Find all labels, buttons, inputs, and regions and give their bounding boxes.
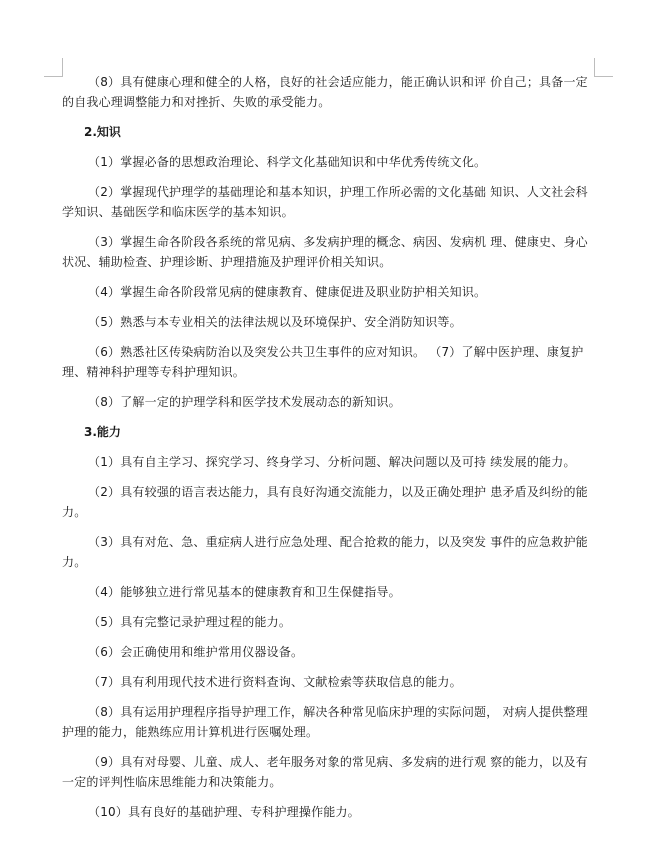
- section-heading-knowledge: 2.知识: [84, 125, 121, 139]
- paragraph: （2）具有较强的语言表达能力，具有良好沟通交流能力，以及正确处理护 患矛盾及纠纷的能力。: [62, 485, 588, 519]
- paragraph: （5）熟悉与本专业相关的法律法规以及环境保护、安全消防知识等。: [88, 315, 462, 329]
- paragraph: （3）掌握生命各阶段各系统的常见病、多发病护理的概念、病因、发病机 理、健康史、身心状况、辅助检查、护理诊断、护理措施及护理评价相关知识。: [62, 235, 588, 269]
- paragraph: （1）具有自主学习、探究学习、终身学习、分析问题、解决问题以及可持 续发展的能力。: [88, 455, 576, 469]
- paragraph: （10）具有良好的基础护理、专科护理操作能力。: [88, 805, 360, 819]
- paragraph: （1）掌握必备的思想政治理论、科学文化基础知识和中华优秀传统文化。: [88, 155, 487, 169]
- crop-mark-top-right: [594, 58, 613, 77]
- paragraph: （6）熟悉社区传染病防治以及突发公共卫生事件的应对知识。 （7）了解中医护理、康复护理、精神科护理等专科护理知识。: [62, 345, 584, 379]
- paragraph: （5）具有完整记录护理过程的能力。: [88, 615, 292, 629]
- paragraph: （6）会正确使用和维护常用仪器设备。: [88, 645, 304, 659]
- paragraph: （4）掌握生命各阶段常见病的健康教育、健康促进及职业防护相关知识。: [88, 285, 487, 299]
- paragraph: （7）具有利用现代技术进行资料查询、文献检索等获取信息的能力。: [88, 675, 462, 689]
- crop-mark-top-left: [44, 58, 63, 77]
- paragraph: （8）了解一定的护理学科和医学技术发展动态的新知识。: [88, 395, 401, 409]
- section-heading-ability: 3.能力: [84, 425, 121, 439]
- document-body: [62, 72, 590, 832]
- paragraph: （4）能够独立进行常见基本的健康教育和卫生保健指导。: [88, 585, 401, 599]
- paragraph: （9）具有对母婴、儿童、成人、老年服务对象的常见病、多发病的进行观 察的能力，以及有一定的评判性临床思维能力和决策能力。: [62, 755, 588, 789]
- paragraph: （8）具有运用护理程序指导护理工作，解决各种常见临床护理的实际问题， 对病人提供整理护理的能力，能熟练应用计算机进行医嘱处理。: [62, 705, 588, 739]
- paragraph: （3）具有对危、急、重症病人进行应急处理、配合抢救的能力，以及突发 事件的应急救护能力。: [62, 535, 588, 569]
- paragraph: （2）掌握现代护理学的基础理论和基本知识，护理工作所必需的文化基础 知识、人文社会科学知识、基础医学和临床医学的基本知识。: [62, 185, 588, 219]
- paragraph: （8）具有健康心理和健全的人格，良好的社会适应能力，能正确认识和评 价自己；具备一定的自我心理调整能力和对挫折、失败的承受能力。: [62, 75, 588, 109]
